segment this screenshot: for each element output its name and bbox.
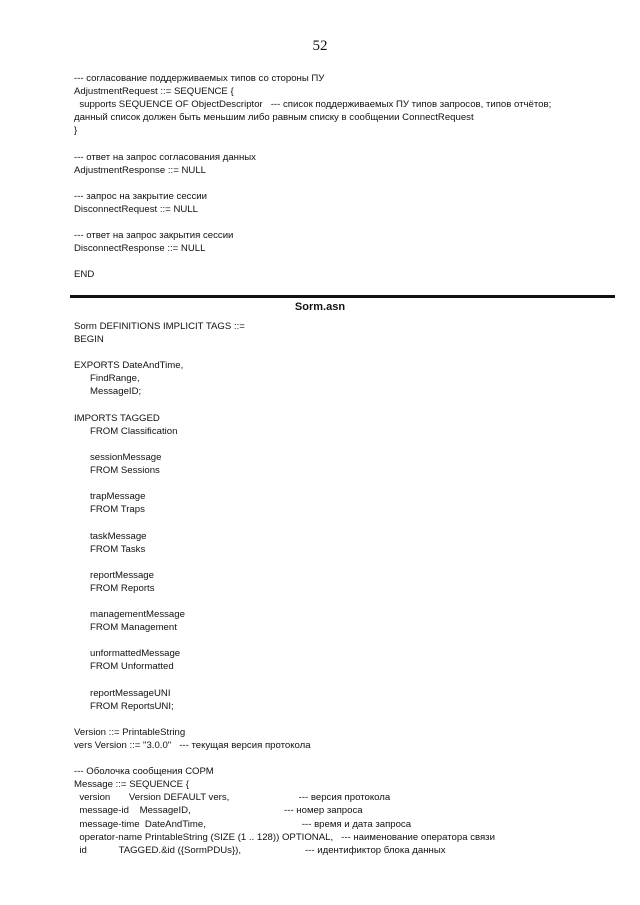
code-line: EXPORTS DateAndTime, [74,360,184,372]
code-line: --- ответ на запрос закрытия сессии [74,230,234,242]
code-line [74,595,495,608]
code-line: } [74,125,78,137]
code-line: vers Version ::= "3.0.0" --- текущая версия протокола [74,740,311,751]
code-line [74,516,495,529]
code-line: version Version DEFAULT vers, --- версия протокола [74,792,391,804]
code-line: DisconnectRequest ::= NULL [74,203,198,215]
code-line [74,399,495,412]
code-line [74,438,495,451]
code-line [74,346,495,359]
code-line [74,556,495,569]
page-number: 52 [312,38,328,54]
code-line [74,713,495,726]
code-line: IMPORTS TAGGED [74,412,160,424]
code-line: FROM Classification [74,425,178,437]
code-line [74,255,551,268]
code-line: Message ::= SEQUENCE { [74,779,189,791]
code-line: managementMessage [74,609,185,621]
code-line: --- Оболочка сообщения СОРМ [74,766,214,778]
code-line: FROM Sessions [74,465,160,477]
code-line: id TAGGED.&id ({SormPDUs}), --- идентификтор блока данных [74,844,446,856]
asn-code-block-sorm [74,320,495,857]
code-line: FROM Unformatted [74,661,174,673]
code-line: Sorm DEFINITIONS IMPLICIT TAGS ::= [74,321,245,332]
code-line: MessageID; [74,386,142,398]
code-line [74,674,495,687]
code-line: taskMessage [74,530,147,542]
code-line: unformattedMessage [74,648,181,660]
code-line: reportMessageUNI [74,687,171,699]
code-line: message-id MessageID, --- номер запроса [74,805,363,817]
code-line [74,216,551,229]
code-line: FROM ReportsUNI; [74,700,174,712]
code-line: FindRange, [74,373,140,385]
code-line: BEGIN [74,334,104,346]
code-line: --- согласование поддерживаемых типов со стороны ПУ [74,73,325,84]
code-line: FROM Tasks [74,543,146,555]
code-line: AdjustmentRequest ::= SEQUENCE { [74,86,234,98]
asn-code-block-top [74,72,551,282]
code-line: operator-name PrintableString (SIZE (1 .. 128)) OPTIONAL, --- наименование оператора связи [74,831,495,843]
code-line [74,752,495,765]
code-line: AdjustmentResponse ::= NULL [74,164,206,176]
code-line: reportMessage [74,569,154,581]
section-title: Sorm.asn [294,301,346,313]
section-divider [70,295,615,298]
code-line [74,177,551,190]
code-line: DisconnectResponse ::= NULL [74,243,206,255]
code-line: FROM Management [74,622,177,634]
code-line [74,137,551,150]
code-line: Version ::= PrintableString [74,726,186,738]
code-line: message-time DateAndTime, --- время и дата запроса [74,818,412,830]
code-line: END [74,269,95,281]
code-line [74,477,495,490]
code-line: sessionMessage [74,451,162,463]
code-line: supports SEQUENCE OF ObjectDescriptor --- список поддерживаемых ПУ типов запросов, типов отчётов; [74,99,552,111]
code-line: trapMessage [74,491,146,503]
code-line: --- запрос на закрытие сессии [74,190,207,202]
code-line: данный список должен быть меньшим либо равным списку в сообщении ConnectRequest [74,112,474,124]
code-line [74,634,495,647]
code-line: --- ответ на запрос согласования данных [74,151,256,163]
code-line: FROM Reports [74,582,155,594]
code-line: FROM Traps [74,504,145,516]
